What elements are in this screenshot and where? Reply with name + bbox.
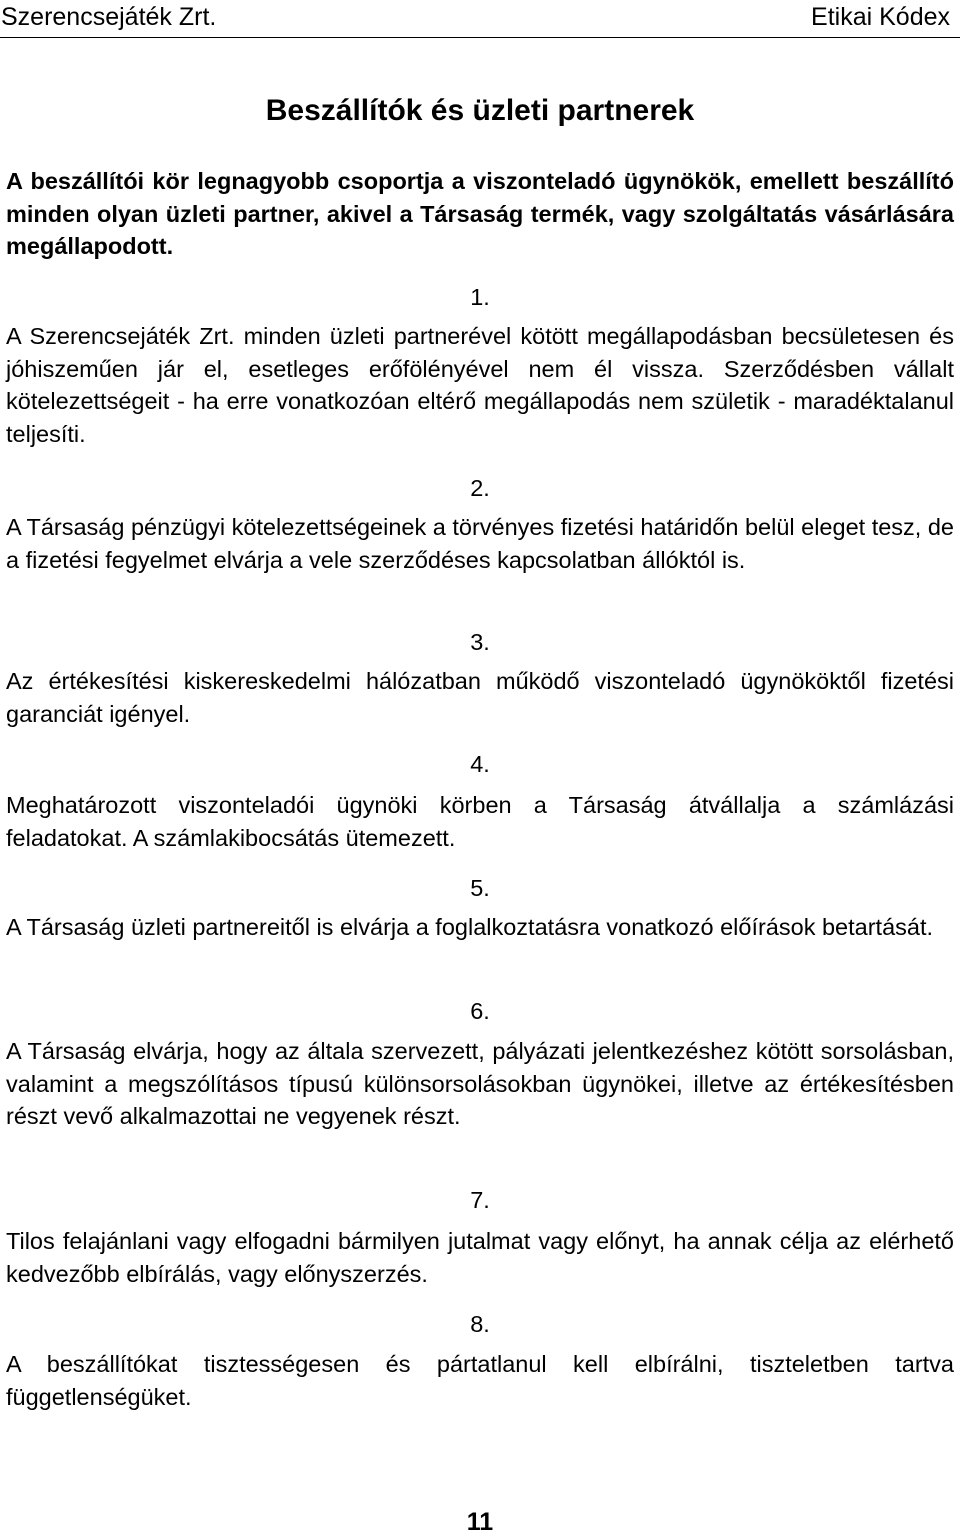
section-text-4: Meghatározott viszonteladói ügynöki körben a Társaság átvállalja a számlázási feladatokat. A számlakibocsátás ütemezett. [6,792,954,851]
section-text-3: Az értékesítési kiskereskedelmi hálózatban működő viszonteladó ügynököktől fizetési garanciát igényel. [6,668,954,727]
section-number-1: 1. [470,284,490,310]
section-text-8: A beszállítókat tisztességesen és pártatlanul kell elbírálni, tiszteletben tartva függetlenségüket. [6,1351,954,1410]
page-header [0,0,960,38]
page-number: 11 [466,1508,494,1536]
section-text-6: A Társaság elvárja, hogy az általa szervezett, pályázati jelentkezéshez kötött sorsolásban, valamint a megszólításos típusú különsorsolásokban ügynökei, illetve az értékesítésben részt vevő alkalmazottai ne vegyenek részt. [6,1038,954,1129]
header-company-name: Szerencsejáték Zrt. [1,3,217,31]
section-number-4: 4. [470,751,490,777]
section-number-6: 6. [470,998,490,1024]
header-document-title: Etikai Kódex [811,3,950,31]
section-number-3: 3. [470,629,490,655]
section-number-5: 5. [470,875,490,901]
section-number-8: 8. [470,1311,490,1337]
page-title: Beszállítók és üzleti partnerek [265,94,695,127]
section-text-1: A Szerencsejáték Zrt. minden üzleti partnerével kötött megállapodásban becsületesen és jóhiszeműen jár el, esetleges erőfölényével nem él vissza. Szerződésben vállalt kötelezettségeit - ha erre vonatkozóan eltérő megállapodás nem születik - maradéktalanul teljesíti. [6,323,954,447]
section-text-7: Tilos felajánlani vagy elfogadni bármilyen jutalmat vagy előnyt, ha annak célja az elérhető kedvezőbb elbírálás, vagy előnyszerzés. [6,1228,954,1287]
section-text-2: A Társaság pénzügyi kötelezettségeinek a törvényes fizetési határidőn belül eleget tesz, de a fizetési fegyelmet elvárja a vele szerződéses kapcsolatban állóktól is. [6,514,954,573]
intro-paragraph: A beszállítói kör legnagyobb csoportja a viszonteladó ügynökök, emellett beszállító minden olyan üzleti partner, akivel a Társaság termék, vagy szolgáltatás vásárlására megállapodott. [6,168,954,259]
section-number-7: 7. [470,1187,490,1213]
section-text-5: A Társaság üzleti partnereitől is elvárja a foglalkoztatásra vonatkozó előírások betartását. [6,914,934,940]
section-number-2: 2. [470,475,490,501]
